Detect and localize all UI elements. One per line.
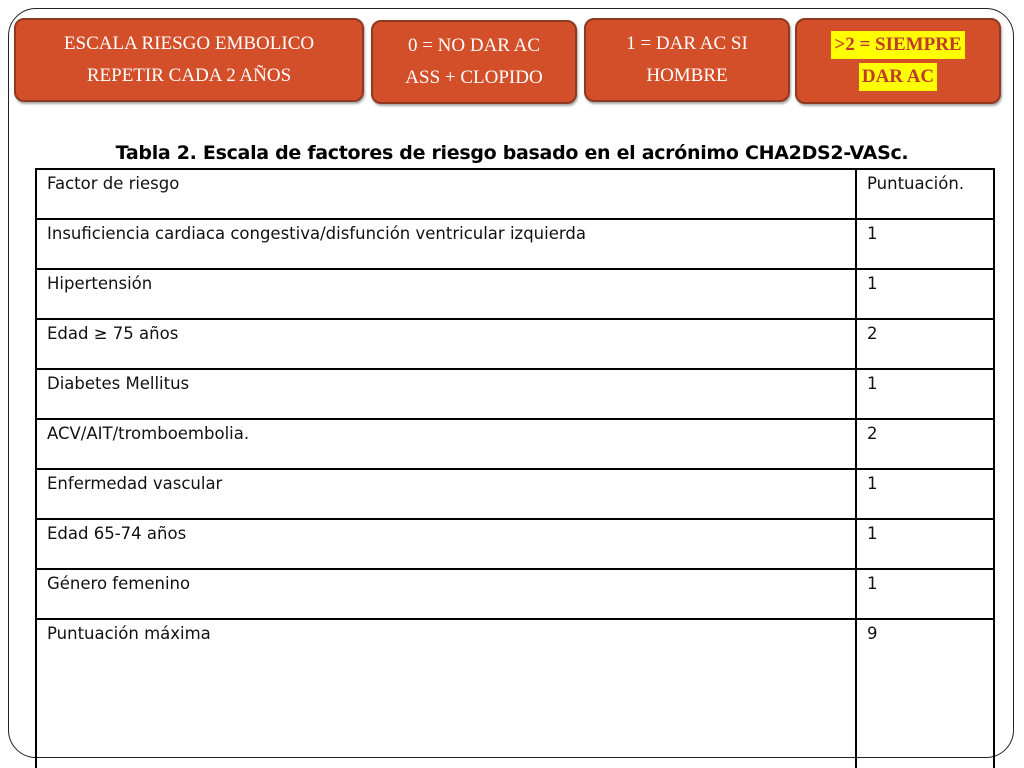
box1-line2: REPETIR CADA 2 AÑOS — [86, 65, 292, 86]
table-row — [36, 569, 994, 619]
table-row — [36, 369, 994, 419]
row-score: 1 — [856, 469, 994, 519]
header-factor: Factor de riesgo — [36, 169, 856, 219]
score-two-plus-box — [795, 18, 1001, 104]
row-factor: Género femenino — [36, 569, 856, 619]
row-score: 1 — [856, 369, 994, 419]
box4-line1: >2 = SIEMPRE — [831, 31, 964, 59]
row-factor: Diabetes Mellitus — [36, 369, 856, 419]
table-row — [36, 619, 994, 768]
box4-line2: DAR AC — [859, 63, 937, 91]
table-header-row — [36, 169, 994, 219]
table-row — [36, 219, 994, 269]
row-score: 2 — [856, 419, 994, 469]
row-score: 1 — [856, 519, 994, 569]
score-zero-box — [371, 20, 577, 104]
header-score: Puntuación. — [856, 169, 994, 219]
row-factor: Enfermedad vascular — [36, 469, 856, 519]
embolic-risk-scale-box — [14, 18, 364, 102]
box4-line2-wrap — [797, 61, 999, 93]
row-score: 1 — [856, 569, 994, 619]
row-score: 2 — [856, 319, 994, 369]
risk-factor-table — [35, 168, 995, 768]
table-row — [36, 519, 994, 569]
box1-line1: ESCALA RIESGO EMBOLICO — [63, 33, 315, 54]
score-one-box — [584, 18, 790, 102]
box2-line1: 0 = NO DAR AC — [407, 35, 541, 56]
table-title: Tabla 2. Escala de factores de riesgo basado en el acrónimo CHA2DS2-VASc. — [115, 142, 909, 164]
row-factor: Hipertensión — [36, 269, 856, 319]
table-row — [36, 419, 994, 469]
row-score: 9 — [856, 619, 994, 768]
row-factor: Insuficiencia cardiaca congestiva/disfunción ventricular izquierda — [36, 219, 856, 269]
box3-line1: 1 = DAR AC SI — [626, 33, 748, 54]
box3-line2: HOMBRE — [646, 65, 728, 86]
row-score: 1 — [856, 219, 994, 269]
box4-line1-wrap — [797, 29, 999, 61]
row-factor: Edad ≥ 75 años — [36, 319, 856, 369]
table-row — [36, 269, 994, 319]
table-row — [36, 469, 994, 519]
row-factor: Puntuación máxima — [36, 619, 856, 768]
row-factor: ACV/AIT/tromboembolia. — [36, 419, 856, 469]
row-factor: Edad 65-74 años — [36, 519, 856, 569]
table-row — [36, 319, 994, 369]
row-score: 1 — [856, 269, 994, 319]
box2-line2: ASS + CLOPIDO — [405, 67, 543, 88]
